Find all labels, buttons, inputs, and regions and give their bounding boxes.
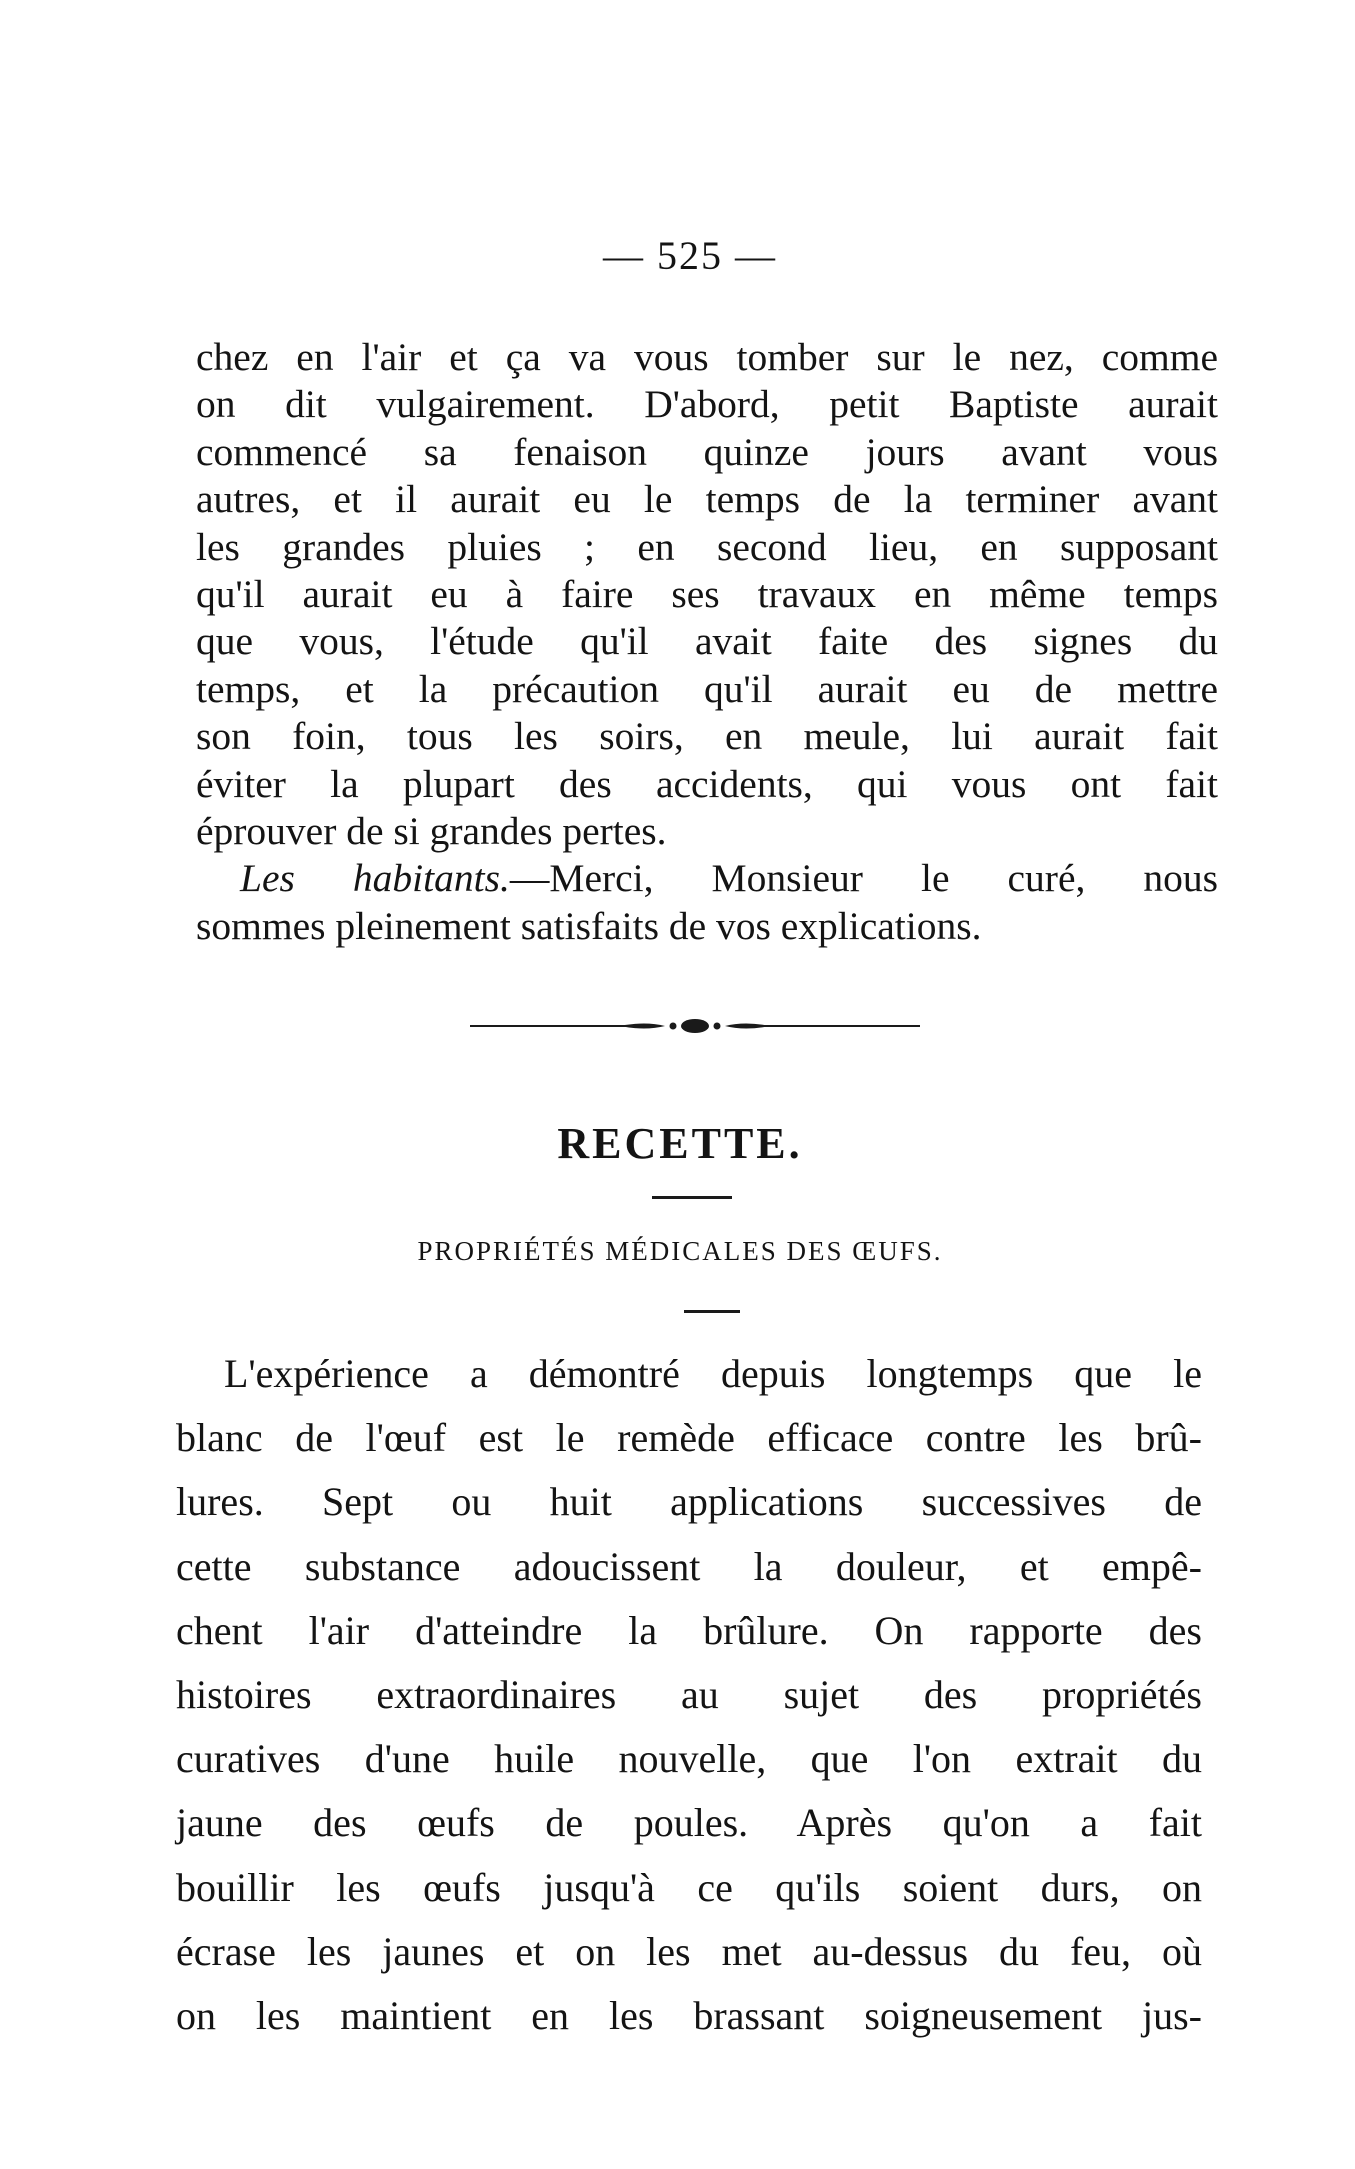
text-line: les grandes pluies ; en second lieu, en supposant [196, 524, 1218, 569]
text-line: histoires extraordinaires au sujet des propriétés [176, 1671, 1202, 1717]
text-line: blanc de l'œuf est le remède efficace contre les brû- [176, 1415, 1202, 1461]
text-line: temps, et la précaution qu'il aurait eu de mettre [196, 666, 1218, 711]
ornament-divider [470, 1012, 960, 1040]
text-line: qu'il aurait eu à faire ses travaux en même temps [196, 571, 1218, 616]
text-line: son foin, tous les soirs, en meule, lui aurait fait [196, 714, 1218, 759]
subheading-rule [684, 1310, 740, 1313]
heading-rule [652, 1196, 732, 1199]
text-line: cette substance adoucissent la douleur, et empê- [176, 1543, 1202, 1589]
text-line: on les maintient en les brassant soigneusement jus- [176, 1992, 1202, 2038]
speaker-name: Les habitants. [240, 856, 510, 901]
text-line: éprouver de si grandes pertes. [196, 808, 667, 853]
text-line: bouillir les œufs jusqu'à ce qu'ils soient durs, on [176, 1864, 1202, 1910]
text-line: on dit vulgairement. D'abord, petit Baptiste aurait [196, 382, 1218, 427]
text-line: commencé sa fenaison quinze jours avant vous [196, 429, 1218, 474]
text-line: L'expérience a démontré depuis longtemps que le [224, 1351, 1202, 1396]
text-line: chent l'air d'atteindre la brûlure. On rapporte des [176, 1607, 1202, 1653]
text-line: autres, et il aurait eu le temps de la terminer avant [196, 477, 1218, 522]
text-line: écrase les jaunes et on les met au-dessus du feu, où [176, 1928, 1202, 1974]
text-line: curatives d'une huile nouvelle, que l'on extrait du [176, 1736, 1202, 1782]
text-line: que vous, l'étude qu'il avait faite des signes du [196, 619, 1218, 664]
speech-text: —Merci, Monsieur le curé, nous [509, 856, 1218, 901]
text-line: éviter la plupart des accidents, qui vous ont fait [196, 761, 1218, 806]
dialogue-paragraph [196, 334, 1218, 950]
section-heading: RECETTE. [557, 1119, 803, 1168]
speech-line [196, 855, 1218, 902]
section-subheading: PROPRIÉTÉS MÉDICALES DES ŒUFS. [417, 1236, 943, 1266]
text-line: jaune des œufs de poules. Après qu'on a fait [176, 1800, 1202, 1846]
recipe-paragraph [176, 1342, 1202, 2048]
page-number: — 525 — [603, 233, 777, 278]
text-line: sommes pleinement satisfaits de vos explications. [196, 903, 982, 948]
text-line: lures. Sept ou huit applications successives de [176, 1479, 1202, 1525]
text-line: chez en l'air et ça va vous tomber sur le nez, comme [196, 335, 1218, 379]
